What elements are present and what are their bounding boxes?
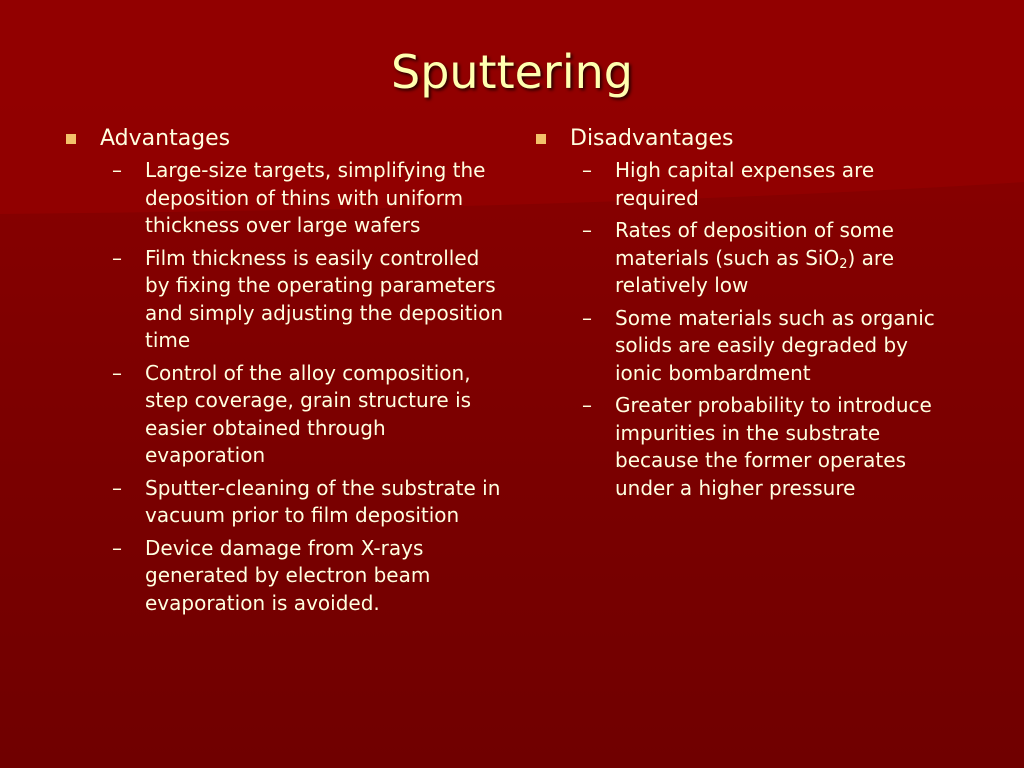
advantages-heading xyxy=(60,124,505,154)
dash-bullet-icon: – xyxy=(112,535,122,560)
advantages-column xyxy=(60,124,505,622)
disadvantage-text: High capital expenses are required xyxy=(615,158,875,210)
dash-bullet-icon: – xyxy=(112,245,122,270)
dash-bullet-icon: – xyxy=(112,360,122,385)
slide-title: Sputtering xyxy=(391,45,633,99)
disadvantages-column xyxy=(530,124,960,507)
advantage-item xyxy=(60,535,505,618)
disadvantage-text: Greater probability to introduce impurities in the substrate because the former operates under a higher pressure xyxy=(615,393,932,500)
advantage-item xyxy=(60,475,505,530)
square-bullet-icon xyxy=(536,134,546,144)
advantage-text: Device damage from X-rays generated by electron beam evaporation is avoided. xyxy=(145,535,431,615)
advantage-item xyxy=(60,157,505,240)
disadvantage-text-pre: Rates of deposition of some materials (such as SiO xyxy=(615,218,894,270)
advantage-text: Control of the alloy composition, step coverage, grain structure is easier obtained through evaporation xyxy=(145,360,472,467)
dash-bullet-icon: – xyxy=(112,475,122,500)
disadvantage-item xyxy=(530,157,960,212)
advantage-text: Film thickness is easily controlled by fixing the operating parameters and simply adjusting the deposition time xyxy=(145,245,504,352)
disadvantages-heading-text: Disadvantages xyxy=(570,126,734,151)
advantages-list xyxy=(60,157,505,617)
advantage-item xyxy=(60,245,505,355)
subscript-two: 2 xyxy=(839,256,848,272)
dash-bullet-icon: – xyxy=(112,158,122,182)
disadvantage-item xyxy=(530,217,960,300)
disadvantage-text: Some materials such as organic solids are easily degraded by ionic bombardment xyxy=(615,305,935,385)
disadvantages-heading xyxy=(530,124,960,154)
disadvantage-item xyxy=(530,392,960,502)
dash-bullet-icon: – xyxy=(582,393,592,417)
advantage-text: Large-size targets, simplifying the deposition of thins with uniform thickness over large wafers xyxy=(145,158,486,237)
advantages-heading-text: Advantages xyxy=(100,126,231,151)
advantage-item xyxy=(60,360,505,470)
disadvantage-item xyxy=(530,305,960,388)
square-bullet-icon xyxy=(66,134,76,144)
disadvantages-list xyxy=(530,157,960,502)
dash-bullet-icon: – xyxy=(582,218,592,242)
dash-bullet-icon: – xyxy=(582,158,592,182)
advantage-text: Sputter-cleaning of the substrate in vacuum prior to film deposition xyxy=(145,475,501,527)
disadvantage-text-post: ) are relatively low xyxy=(615,245,895,297)
dash-bullet-icon: – xyxy=(582,305,592,330)
